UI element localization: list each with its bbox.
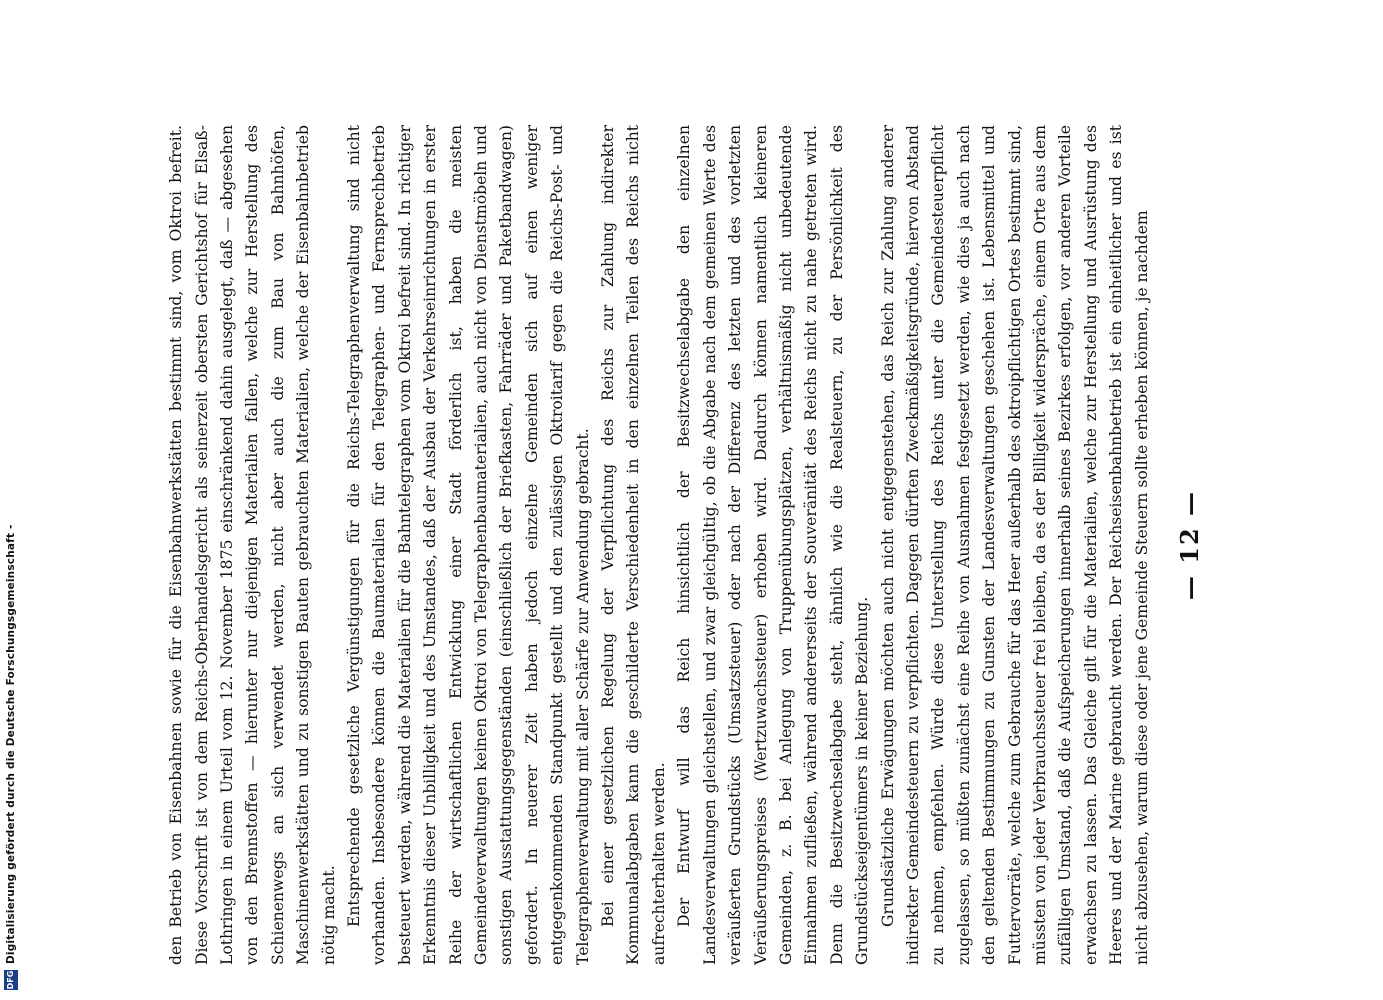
digitization-credit	[4, 0, 22, 1000]
page-number: — 12 —	[1175, 489, 1204, 601]
dfg-logo: DFG	[4, 970, 18, 990]
document-page	[155, 125, 1245, 965]
paragraph: Der Entwurf will das Reich hinsichtlich der Besitzwechselabgabe den einzelnen Landesverwaltungen gleichstellen, und zwar gleichgültig, ob die Abgabe nach dem gemeinen Werte des veräußerten Grundstücks (Umsatzsteuer) oder nach der Differenz des letzten und des vorletzten Veräußerungspreises (Wertzuwachssteuer) erhoben wird. Dadurch können namentlich kleineren Gemeinden, z. B. bei Anlegung von Truppenübungsplätzen, verhältnismäßig nicht unbedeutende Einnahmen zufließen, während andererseits der Souveränität des Reichs nicht zu nahe getreten wird. Denn die Besitzwechselabgabe steht, ähnlich wie die Realsteuern, zu der Persönlichkeit des Grundstückseigentümers in keiner Beziehung.	[675, 125, 872, 965]
body-text	[155, 125, 1155, 965]
paragraph: den Betrieb von Eisenbahnen sowie für die Eisenbahnwerkstätten bestimmt sind, vom Oktroi befreit. Diese Vorschrift ist von dem Reichs-Oberhandelsgericht als seinerzeit obersten Gerichtshof für Elsaß-Lothringen in einem Urteil vom 12. November 1875 einschränkend dahin ausgelegt, daß — abgesehen von den Brennstoffen — hierunter nur diejenigen Materialien fallen, welche zur Herstellung des Schienenwegs an sich verwendet werden, nicht aber auch die zum Bau von Bahnhöfen, Maschinenwerkstätten und zu sonstigen Bauten gebrauchten Materialien, welche der Eisenbahnbetrieb nötig macht.	[167, 125, 338, 965]
credit-text: Digitalisierung gefördert durch die Deutsche Forschungsgemeinschaft -	[5, 524, 17, 964]
paragraph: Grundsätzliche Erwägungen möchten auch nicht entgegenstehen, das Reich zur Zahlung anderer indirekter Gemeindesteuern zu verpflichten. Dagegen dürften Zweckmäßigkeitsgründe, hiervon Abstand zu nehmen, empfehlen. Würde diese Unterstellung des Reichs unter die Gemeindesteuerpflicht zugelassen, so müßten zunächst eine Reihe von Ausnahmen festgesetzt werden, wie dies ja auch nach den geltenden Bestimmungen zu Gunsten der Landesverwaltungen geschehen ist. Lebensmittel und Futtervorräte, welche zum Gebrauche für das Heer außerhalb des oktroipflichtigen Ortes bestimmt sind, müssten von jeder Verbrauchssteuer frei bleiben, da es der Billigkeit widerspräche, einem Orte aus dem zufälligen Umstand, daß die Aufspeicherungen innerhalb seines Bezirkes erfolgen, vor anderen Vorteile erwachsen zu lassen. Das Gleiche gilt für die Materialien, welche zur Herstellung und Ausrüstung des Heeres und der Marine gebraucht werden. Der Reichseisenbahnbetrieb ist ein einheitlicher und es ist nicht abzusehen, warum diese oder jene Gemeinde Steuern sollte erheben können, je nachdem	[878, 125, 1151, 965]
paragraph: Bei einer gesetzlichen Regelung der Verpflichtung des Reichs zur Zahlung indirekter Kommunalabgaben kann die geschilderte Verschiedenheit in den einzelnen Teilen des Reichs nicht aufrechterhalten werden.	[599, 125, 668, 965]
paragraph: Entsprechende gesetzliche Vergünstigungen für die Reichs-Telegraphenverwaltung sind nicht vorhanden. Insbesondere können die Baumaterialien für den Telegraphen- und Fernsprechbetrieb besteuert werden, während die Materialien für die Bahntelegraphen vom Oktroi befreit sind. In richtiger Erkenntnis dieser Unbilligkeit und des Umstandes, daß der Ausbau der Verkehrseinrichtungen in erster Reihe der wirtschaftlichen Entwicklung einer Stadt förderlich ist, haben die meisten Gemeindeverwaltungen keinen Oktroi von Telegraphenbaumaterialien, auch nicht von Dienstmöbeln und sonstigen Ausstattungsgegenständen (einschließlich der Briefkasten, Fahrräder und Paketbandwagen) gefordert. In neuerer Zeit haben jedoch einzelne Gemeinden sich auf einen weniger entgegenkommenden Standpunkt gestellt und den zulässigen Oktroitarif gegen die Reichs-Post- und Telegraphenverwaltung mit aller Schärfe zur Anwendung gebracht.	[345, 125, 592, 965]
